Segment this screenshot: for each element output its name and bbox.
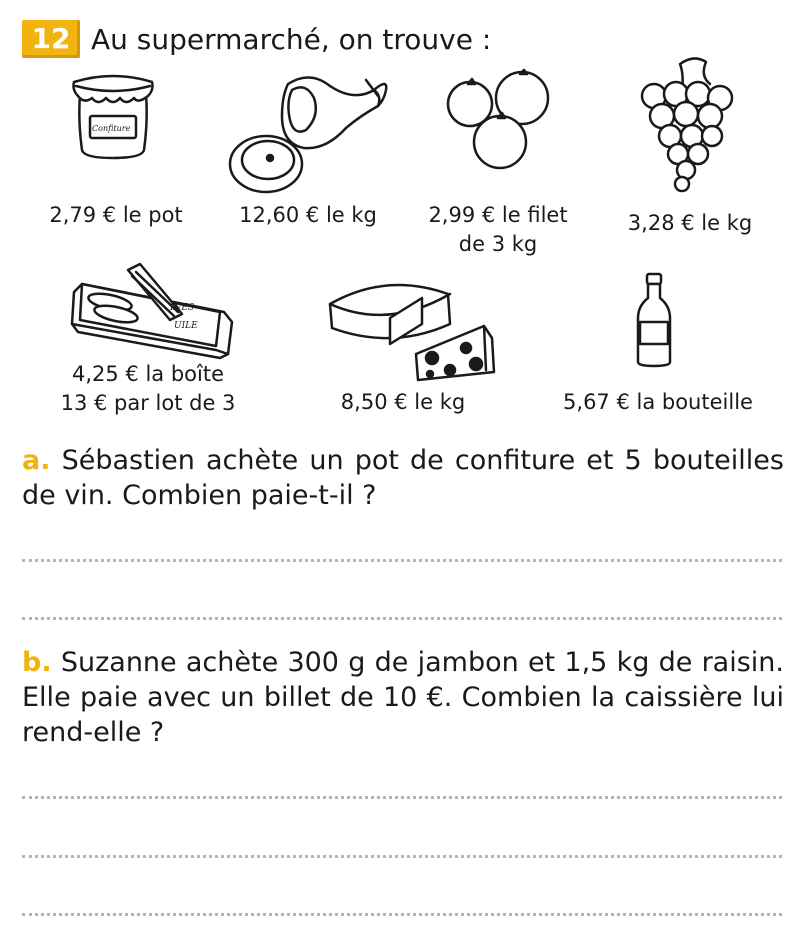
product-price-ham: 12,60 € le kg [239, 203, 377, 227]
exercise-number: 12 [31, 22, 71, 55]
cheese-icon [326, 278, 498, 382]
jar-label: Confiture [92, 124, 131, 133]
question-letter: a. [22, 445, 51, 476]
grapes-icon [636, 56, 738, 192]
exercise-title: Au supermarché, on trouve : [91, 23, 492, 56]
product-price-cheese: 8,50 € le kg [340, 390, 466, 414]
tin-label-bottom: UILE [174, 321, 198, 331]
jam-jar-icon [68, 72, 158, 164]
answer-line[interactable] [22, 913, 782, 916]
product-price-oranges: 2,99 € le filet de 3 kg [428, 203, 568, 256]
question-b [22, 645, 784, 750]
question-text: Suzanne achète 300 g de jambon et 1,5 kg de raisin. Elle paie avec un billet de 10 €. Combien la caissière lui rend-elle ? [22, 647, 784, 748]
answer-line[interactable] [22, 617, 782, 620]
ham-icon [226, 72, 396, 197]
tin-label-top: INES [170, 303, 195, 313]
question-letter: b. [22, 647, 52, 678]
product-price-wine: 5,67 € la bouteille [563, 390, 753, 414]
oranges-icon [444, 72, 556, 170]
answer-line[interactable] [22, 796, 782, 799]
answer-line[interactable] [22, 855, 782, 858]
product-price-grapes: 3,28 € le kg [627, 211, 753, 235]
question-text: Sébastien achète un pot de confiture et 5 bouteilles de vin. Combien paie-t-il ? [22, 445, 784, 511]
product-price-jam: 2,79 € le pot [49, 203, 183, 227]
wine-bottle-icon [634, 272, 674, 368]
product-price-sardines: 4,25 € la boîte 13 € par lot de 3 [60, 362, 236, 415]
question-a [22, 443, 784, 513]
answer-line[interactable] [22, 559, 782, 562]
sardine-tin-icon [70, 262, 238, 362]
